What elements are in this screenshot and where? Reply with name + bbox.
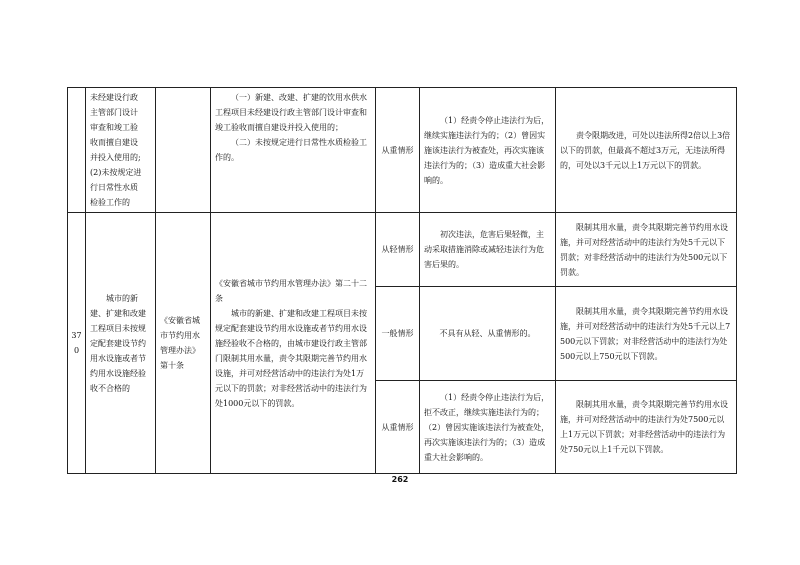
penalty-cell [556, 287, 737, 381]
violation-line: 审查和竣工验 [90, 123, 138, 132]
provision-title: 《安徽省城市节约用水管理办法》第二十二条 [215, 278, 367, 303]
table-row [68, 88, 737, 213]
level-cell: 从重情形 [376, 381, 420, 474]
condition-text: 初次违法，危害后果轻微，主动采取措施消除或减轻违法行为危害后果的。 [424, 230, 544, 269]
provision-cell [211, 88, 376, 213]
condition-cell [420, 213, 556, 287]
provision-item: （一）新建、改建、扩建的饮用水供水工程项目未经建设行政主管部门设计审查和竣工验收而擅自建设并投入使用的； [215, 93, 367, 132]
penalty-text: 限制其用水量，责令其限期完善节约用水设施，并可对经营活动中的违法行为处5千元以下罚款；对非经营活动中的违法行为处500元以下罚款。 [560, 222, 728, 277]
condition-text: （1）经责令停止违法行为后，继续实施违法行为的；（2）曾因实施该违法行为被查处，再次实施该违法行为的；（3）造成重大社会影响的。 [424, 115, 550, 185]
penalty-text: 责令限期改进，可处以违法所得2倍以上3倍以下的罚款，但最高不超过3万元，无违法所得的，可处以3千元以上1万元以下的罚款。 [560, 130, 731, 170]
violation-line: 主管部门设计 [90, 108, 138, 117]
violation-line: 检验工作的 [90, 198, 130, 207]
condition-text: （1）经责令停止违法行为后，拒不改正，继续实施违法行为的；（2）曾因实施该违法行为被查处，再次实施该违法行为的；（3）造成重大社会影响的。 [424, 392, 550, 462]
level-cell: 从重情形 [376, 88, 420, 213]
provision-item: （二）未按规定进行日常性水质检验工作的。 [215, 138, 367, 162]
basis-cell [156, 88, 211, 213]
condition-cell [420, 381, 556, 474]
page-number: 262 [391, 475, 409, 484]
provision-cell [211, 213, 376, 474]
provision-body: 城市的新建、扩建和改建工程项目未按规定配套建设节约用水设施或者节约用水设施经验收不合格的，由城市建设行政主管部门限制其用水量，责令其限期完善节约用水设施，并可对经营活动中的违法行为处1万元以下的罚款；对非经营活动中的违法行为处1000元以下的罚款。 [215, 308, 367, 408]
violation-cell [86, 213, 156, 474]
violation-line: 行日常性水质 [90, 183, 138, 192]
violation-cell [86, 88, 156, 213]
penalty-cell [556, 213, 737, 287]
violation-line: 未经建设行政 [90, 93, 138, 102]
penalty-text: 限制其用水量，责令其限期完善节约用水设施，并可对经营活动中的违法行为处5千元以上7500元以下罚款；对非经营活动中的违法行为处500元以上750元以下罚款。 [560, 306, 731, 361]
condition-cell [420, 287, 556, 381]
violation-text: 城市的新建、扩建和改建工程项目未按规定配套建设节约用水设施或者节约用水设施经验收不合格的 [90, 293, 146, 393]
basis-cell [156, 213, 211, 474]
penalty-discretion-table [67, 87, 737, 474]
penalty-text: 限制其用水量，责令其限期完善节约用水设施，并可对经营活动中的违法行为处7500元以上1万元以下罚款；对非经营活动中的违法行为处750元以上1千元以下罚款。 [560, 400, 728, 454]
level-cell: 从轻情形 [376, 213, 420, 287]
number-cell: 370 [68, 213, 86, 474]
condition-cell [420, 88, 556, 213]
violation-line: (2)未按规定进 [90, 168, 142, 177]
condition-text: 不具有从轻、从重情形的。 [439, 329, 536, 338]
table-row [68, 213, 737, 287]
number-cell [68, 88, 86, 213]
basis-text: 《安徽省城市节约用水管理办法》第十条 [160, 316, 200, 370]
penalty-cell [556, 381, 737, 474]
penalty-cell [556, 88, 737, 213]
violation-line: 收而擅自建设 [90, 138, 138, 147]
violation-line: 并投入使用的; [90, 153, 141, 162]
level-cell: 一般情形 [376, 287, 420, 381]
